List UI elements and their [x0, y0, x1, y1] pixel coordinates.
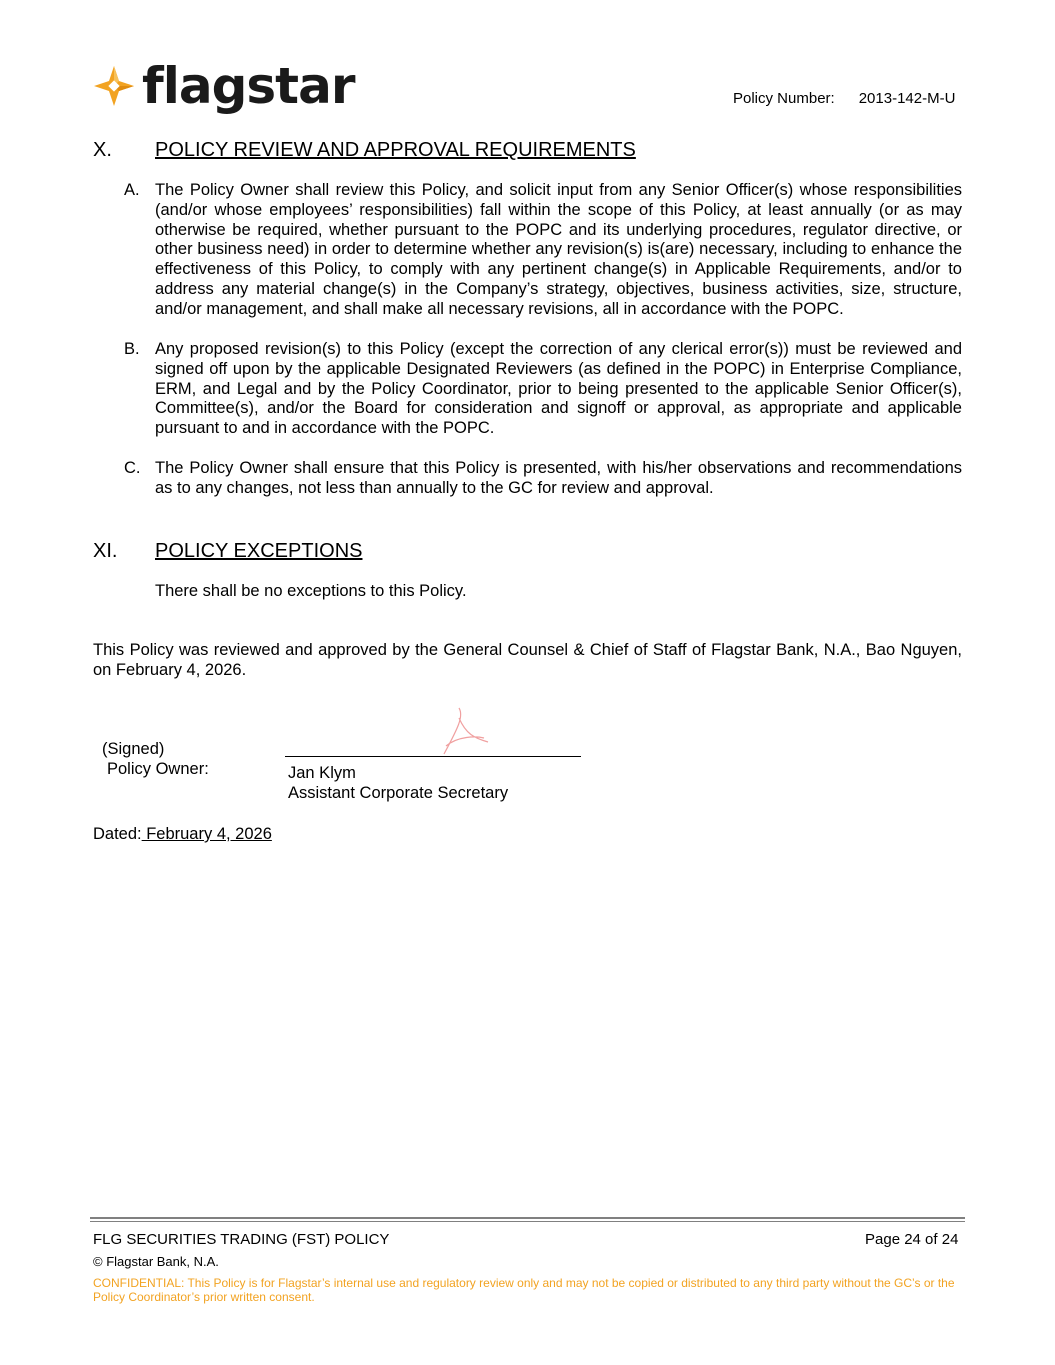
section-xi-title: POLICY EXCEPTIONS	[155, 540, 363, 562]
item-b-letter: B.	[124, 340, 140, 358]
policy-number	[733, 90, 955, 107]
item-c-text: The Policy Owner shall ensure that this Policy is presented, with his/her observations and recommendations as to any changes, not less than annually to the GC for review and approval.	[155, 459, 962, 497]
section-xi-text: There shall be no exceptions to this Policy.	[155, 582, 467, 600]
footer-page-number: Page 24 of 24	[865, 1231, 959, 1248]
flagstar-star-icon	[92, 64, 136, 108]
signature-line	[285, 756, 581, 757]
logo-wordmark: flagstar	[142, 57, 355, 115]
signer-title: Assistant Corporate Secretary	[288, 784, 509, 802]
flagstar-logo	[92, 58, 354, 114]
policy-owner-label: Policy Owner:	[107, 760, 209, 778]
section-xi-number: XI.	[93, 540, 118, 562]
section-x-title: POLICY REVIEW AND APPROVAL REQUIREMENTS	[155, 139, 636, 161]
item-b-text: Any proposed revision(s) to this Policy (except the correction of any clerical error(s)) must be reviewed and signed off upon by the applicable Designated Reviewers (as defined in the POPC) in Enterprise Compliance, ERM, and Legal and by the Policy Coordinator, prior to being presented to the applicable Senior Officer(s), Committee(s), and/or the Board for consideration and signoff or approval, as appropriate and applicable pursuant to and in accordance with the POPC.	[155, 340, 962, 438]
approval-statement: This Policy was reviewed and approved by the General Counsel & Chief of Staff of Flagstar Bank, N.A., Bao Nguyen, on February 4, 2026.	[93, 641, 962, 679]
dated-line	[93, 825, 272, 845]
signature-mark-icon	[436, 706, 492, 758]
signed-label: (Signed)	[102, 740, 165, 758]
policy-number-label: Policy Number:	[733, 90, 835, 107]
footer-policy-name: FLG SECURITIES TRADING (FST) POLICY	[93, 1231, 390, 1248]
signer-name: Jan Klym	[288, 764, 356, 782]
dated-value: February 4, 2026	[141, 825, 272, 843]
section-x-number: X.	[93, 139, 112, 161]
footer-confidential-notice: CONFIDENTIAL: This Policy is for Flagstar’s internal use and regulatory review only and may not be copied or distributed to any third party without the GC’s or the Policy Coordinator’s prior written consent.	[93, 1276, 955, 1304]
footer-copyright: © Flagstar Bank, N.A.	[93, 1254, 219, 1269]
policy-number-value: 2013-142-M-U	[858, 90, 956, 107]
item-a-text: The Policy Owner shall review this Policy, and solicit input from any Senior Officer(s) whose responsibilities (and/or whose employees’ responsibilities) fall within the scope of this Policy, at least annually (or as may otherwise be required, whether pursuant to the POPC and its underlying procedures, regulator directive, or other business need) in order to determine whether any revision(s) is(are) necessary, including to enhance the effectiveness of this Policy, to comply with any pertinent change(s) in Applicable Requirements, and/or to address any material change(s) in the Company’s strategy, objectives, business activities, size, structure, and/or management, and shall make all necessary revisions, all in accordance with the POPC.	[155, 181, 962, 318]
footer-divider	[90, 1217, 965, 1219]
item-c-letter: C.	[124, 459, 141, 477]
footer-divider-inner	[90, 1221, 965, 1222]
item-a-letter: A.	[124, 181, 140, 199]
dated-label: Dated:	[93, 825, 142, 843]
